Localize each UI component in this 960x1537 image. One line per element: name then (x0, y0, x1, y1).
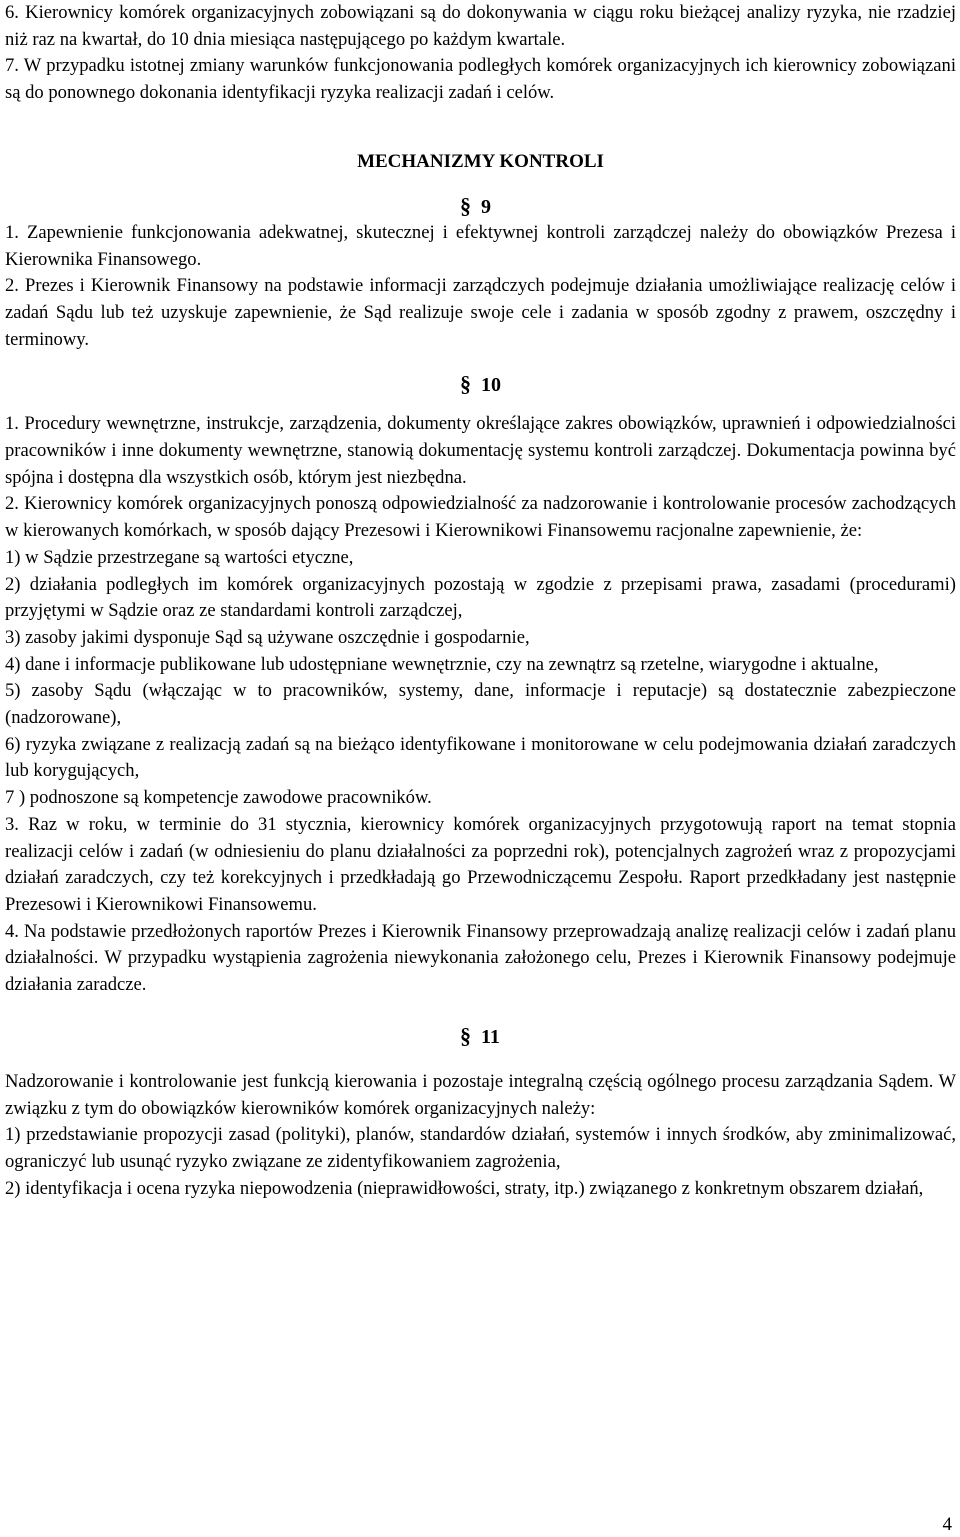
paragraph-number-11-value: 11 (481, 1025, 500, 1048)
paragraph-number-11 (460, 1023, 956, 1050)
section-sign-icon: § (460, 371, 471, 397)
s10-list-item-6: 6) ryzyka związane z realizacją zadań są na bieżąco identyfikowane i monitorowane w celu podejmowania działań zaradczych lub korygujących, (5, 733, 956, 782)
s10-list-item-4: 4) dane i informacje publikowane lub udostępniane wewnętrznie, czy na zewnątrz są rzetelne, wiarygodne i aktualne, (5, 653, 879, 675)
s10-list-item-1: 1) w Sądzie przestrzegane są wartości etyczne, (5, 546, 354, 568)
s10-list-item-2: 2) działania podległych im komórek organizacyjnych pozostają w zgodzie z przepisami prawa, zasadami (procedurami) przyjętymi w Sądzie oraz ze standardami kontroli zarządczej, (5, 573, 956, 622)
s11-list-item-2: 2) identyfikacja i ocena ryzyka niepowodzenia (nieprawidłowości, straty, itp.) związanego z konkretnym obszarem działań, (5, 1177, 924, 1199)
section-sign-icon: § (460, 1022, 471, 1048)
s10-list-item-5: 5) zasoby Sądu (włączając w to pracowników, systemy, dane, informacje i reputacje) są dostatecznie zabezpieczone (nadzorowane), (5, 680, 956, 729)
section-heading: MECHANIZMY KONTROLI (357, 150, 604, 172)
s11-intro: Nadzorowanie i kontrolowanie jest funkcją kierowania i pozostaje integralną częścią ogólnego procesu zarządzania Sądem. W związku z tym do obowiązków kierowników komórek organizacyjnych należy: (5, 1070, 956, 1119)
s9-paragraph-2: 2. Prezes i Kierownik Finansowy na podstawie informacji zarządczych podejmuje działania umożliwiające realizację celów i zadań Sądu lub też uzyskuje zapewnienie, że Sąd realizuje swoje cele i zadania w sposób zgodny z prawem, oszczędny i terminowy. (5, 275, 956, 350)
paragraph-6: 6. Kierownicy komórek organizacyjnych zobowiązani są do dokonywania w ciągu roku bieżącej analizy ryzyka, nie rzadziej niż raz na kwartał, do 10 dnia miesiąca następującego po każdym kwartale. (5, 2, 956, 50)
paragraph-number-9 (460, 193, 956, 220)
s10-list-item-7: 7 ) podnoszone są kompetencje zawodowe pracowników. (5, 787, 432, 809)
page-number: 4 (942, 1514, 952, 1535)
section-sign-icon: § (460, 192, 471, 218)
paragraph-7: 7. W przypadku istotnej zmiany warunków funkcjonowania podległych komórek organizacyjnych ich kierownicy zobowiązani są do ponownego dokonania identyfikacji ryzyka realizacji zadań i celów. (5, 55, 956, 104)
s9-paragraph-1: 1. Zapewnienie funkcjonowania adekwatnej, skutecznej i efektywnej kontroli zarządczej należy do obowiązków Prezesa i Kierownika Finansowego. (5, 221, 956, 270)
s10-paragraph-4: 4. Na podstawie przedłożonych raportów Prezes i Kierownik Finansowy przeprowadzają analizę realizacji celów i zadań planu działalności. W przypadku wystąpienia zagrożenia niewykonania założonego celu, Prezes i Kierownik Finansowy podejmuje działania zaradcze. (5, 920, 956, 996)
paragraph-number-10-value: 10 (481, 374, 501, 397)
paragraph-number-10 (460, 371, 956, 398)
s11-list-item-1: 1) przedstawianie propozycji zasad (polityki), planów, standardów działań, systemów i innych środków, aby zminimalizować, ograniczyć lub usunąć ryzyko związane ze zidentyfikowaniem zagrożenia, (5, 1124, 956, 1172)
s10-list-item-3: 3) zasoby jakimi dysponuje Sąd są używane oszczędnie i gospodarnie, (5, 626, 530, 648)
document-page (5, 0, 956, 1202)
s10-paragraph-3: 3. Raz w roku, w terminie do 31 stycznia, kierownicy komórek organizacyjnych przygotowują raport na temat stopnia realizacji celów i zadań (w odniesieniu do planu działalności za poprzedni rok), potencjalnych zagrożeń wraz z propozycjami działań zaradczych, czy też korekcyjnych i przedkładają go Przewodniczącemu Zespołu. Raport przedkładany jest następnie Prezesowi i Kierownikowi Finansowemu. (5, 813, 956, 915)
s10-paragraph-1: 1. Procedury wewnętrzne, instrukcje, zarządzenia, dokumenty określające zakres obowiązków, uprawnień i odpowiedzialności pracowników i inne dokumenty wewnętrzne, stanowią dokumentację systemu kontroli zarządczej. Dokumentacja powinna być spójna i dostępna dla wszystkich osób, którym jest niezbędna. (5, 413, 956, 488)
s10-paragraph-2: 2. Kierownicy komórek organizacyjnych ponoszą odpowiedzialność za nadzorowanie i kontrolowanie procesów zachodzących w kierowanych komórkach, w sposób dający Prezesowi i Kierownikowi Finansowemu racjonalne zapewnienie, że: (5, 493, 956, 542)
paragraph-number-9-value: 9 (481, 195, 491, 218)
